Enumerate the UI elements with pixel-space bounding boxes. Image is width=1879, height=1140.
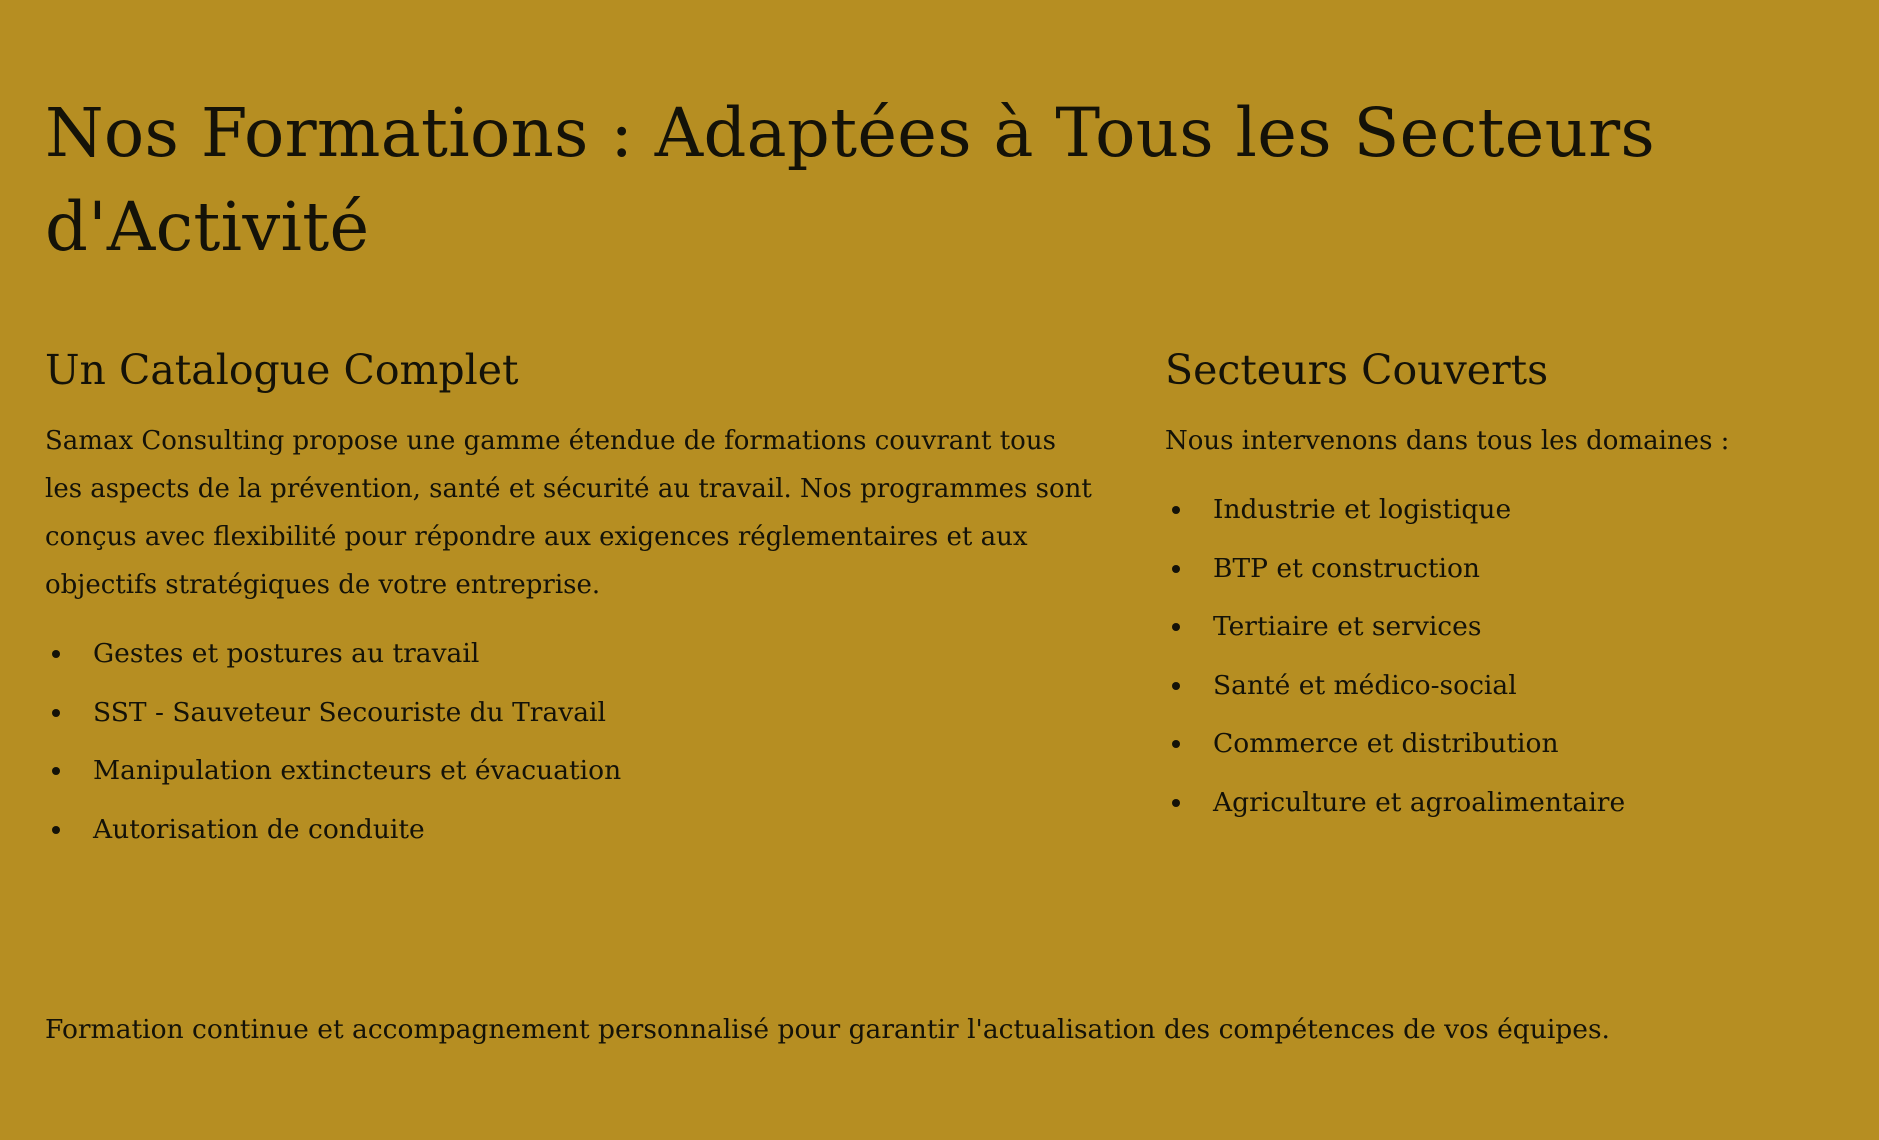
list-item (1165, 481, 1845, 540)
list-item (1165, 540, 1845, 599)
list-item-label: Gestes et postures au travail (93, 638, 480, 669)
catalogue-intro: Samax Consulting propose une gamme étendue de formations couvrant tous les aspects de la prévention, santé et sécurité au travail. Nos programmes sont conçus avec flexibilité pour répondre aux exigences réglementaires et aux objectifs stratégiques de votre entreprise. (45, 426, 1092, 600)
bullet-icon (52, 709, 60, 717)
catalogue-list (45, 625, 1100, 859)
list-item-label: Manipulation extincteurs et évacuation (93, 755, 622, 786)
list-item-label: Santé et médico-social (1213, 669, 1517, 701)
list-item-label: SST - Sauveteur Secouriste du Travail (93, 696, 606, 728)
list-item (1165, 657, 1845, 716)
bullet-icon (1172, 740, 1180, 748)
list-item (1165, 774, 1845, 833)
list-item (1165, 715, 1845, 774)
list-item (45, 801, 1100, 860)
catalogue-section (45, 338, 1100, 859)
sectors-intro: Nous intervenons dans tous les domaines : (1165, 426, 1730, 456)
list-item-label: BTP et construction (1213, 552, 1480, 584)
list-item-label: Autorisation de conduite (93, 813, 425, 845)
sectors-list (1165, 481, 1845, 832)
bullet-icon (1172, 623, 1180, 631)
bullet-icon (52, 826, 60, 834)
catalogue-heading: Un Catalogue Complet (45, 346, 519, 394)
bullet-icon (1172, 565, 1180, 573)
list-item (45, 684, 1100, 743)
page-title: Nos Formations : Adaptées à Tous les Secteurs d'Activité (45, 94, 1656, 266)
list-item-label: Industrie et logistique (1213, 494, 1512, 525)
sectors-section (1165, 338, 1845, 832)
list-item (45, 625, 1100, 684)
list-item (1165, 598, 1845, 657)
sectors-heading: Secteurs Couverts (1165, 346, 1549, 394)
bullet-icon (1172, 682, 1180, 690)
list-item-label: Agriculture et agroalimentaire (1213, 786, 1626, 818)
bullet-icon (1172, 799, 1180, 807)
bullet-icon (1172, 506, 1180, 514)
list-item-label: Commerce et distribution (1213, 728, 1559, 759)
bullet-icon (52, 767, 60, 775)
bullet-icon (52, 650, 60, 658)
footer-text: Formation continue et accompagnement personnalisé pour garantir l'actualisation des compétences de vos équipes. (45, 1014, 1610, 1045)
list-item-label: Tertiaire et services (1213, 611, 1482, 642)
list-item (45, 742, 1100, 801)
